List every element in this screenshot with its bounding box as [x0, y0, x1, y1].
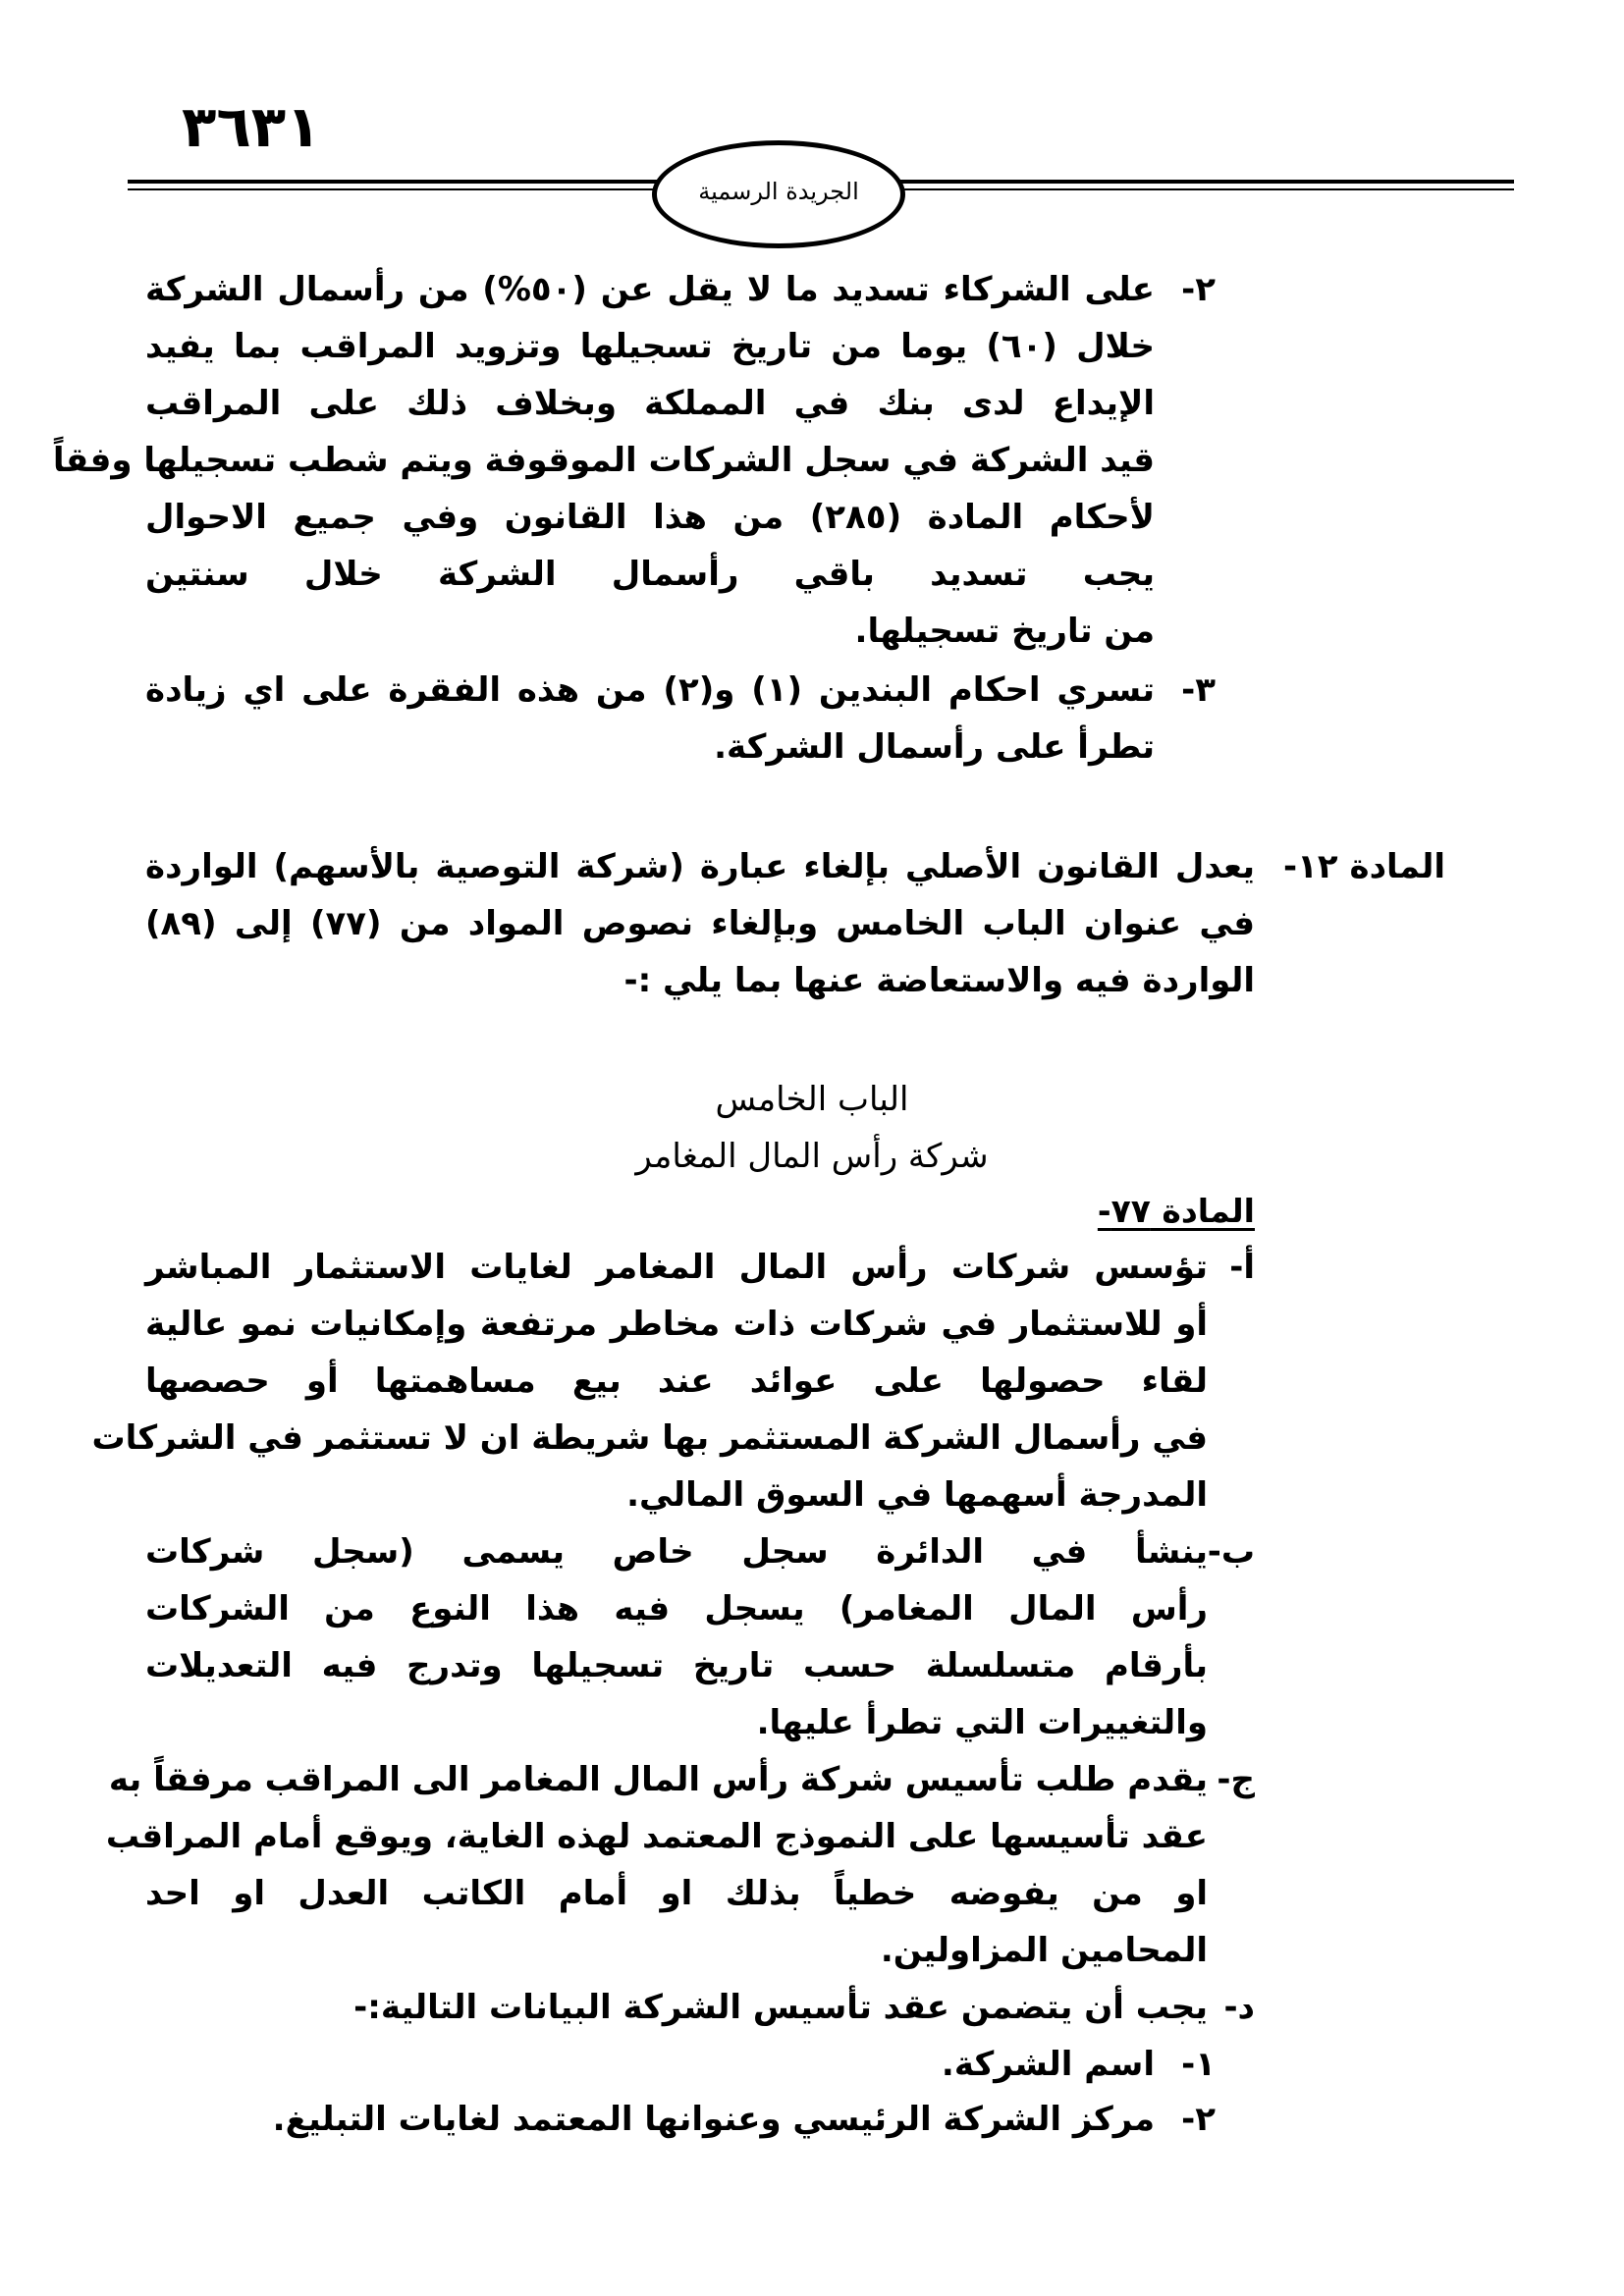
article-12-marker: المادة ١٢- — [1283, 847, 1445, 886]
clause-2-text — [52, 261, 1155, 660]
item-a-line: المدرجة أسهمها في السوق المالي. — [626, 1475, 1208, 1515]
item-b-line: رأس المال المغامر) يسجل فيه هذا النوع من الشركات — [145, 1589, 1208, 1629]
clause-2-marker: ٢- — [1181, 270, 1216, 309]
article-77-item-c-marker: ج- — [1217, 1760, 1255, 1799]
article-77-item-a-marker: أ- — [1229, 1248, 1255, 1287]
chapter-subtitle: شركة رأس المال المغامر — [635, 1137, 989, 1176]
item-d-subitem-2-marker: ٢- — [1181, 2100, 1216, 2139]
chapter-title: الباب الخامس — [715, 1080, 909, 1119]
item-b-line: بأرقام متسلسلة حسب تاريخ تسجيلها وتدرج فيه التعديلات — [145, 1646, 1208, 1685]
item-a-line: لقاء حصولها على عوائد عند بيع مساهمتها أو حصصها — [145, 1362, 1208, 1401]
clause-2-line: الإيداع لدى بنك في المملكة وبخلاف ذلك على المراقب — [145, 384, 1155, 423]
item-c-line: المحامين المزاولين. — [880, 1931, 1208, 1970]
article-77-label: المادة ٧٧- — [1097, 1192, 1255, 1230]
article-77-item-b-text — [145, 1523, 1208, 1751]
clause-2-line: خلال (٦٠) يوما من تاريخ تسجيلها وتزويد المراقب بما يفيد — [145, 327, 1155, 366]
clause-3-marker: ٣- — [1181, 670, 1216, 710]
item-a-line: في رأسمال الشركة المستثمر بها شريطة ان لا تستثمر في الشركات — [91, 1418, 1208, 1458]
article-12-line: في عنوان الباب الخامس وبإلغاء نصوص المواد من (٧٧) إلى (٨٩) — [145, 904, 1256, 943]
item-d-subitem-1-marker: ١- — [1181, 2045, 1216, 2084]
item-d-subitem-1-text: اسم الشركة. — [941, 2045, 1155, 2084]
item-a-line: تؤسس شركات رأس المال المغامر لغايات الاستثمار المباشر — [145, 1248, 1208, 1287]
gazette-title-ellipse — [652, 140, 905, 248]
clause-2-line: على الشركاء تسديد ما لا يقل عن (٥٠%) من رأسمال الشركة — [145, 270, 1155, 309]
article-12-text — [145, 838, 1255, 1009]
item-b-line: والتغييرات التي تطرأ عليها. — [756, 1703, 1208, 1742]
clause-2-line: قيد الشركة في سجل الشركات الموقوفة ويتم شطب تسجيلها وفقاً — [52, 441, 1155, 480]
clause-3-line: تطرأ على رأسمال الشركة. — [714, 727, 1155, 767]
item-d-subitem-2-text: مركز الشركة الرئيسي وعنوانها المعتمد لغايات التبليغ. — [272, 2100, 1155, 2139]
article-77-item-d-marker: د- — [1223, 1988, 1255, 2027]
clause-2-line: لأحكام المادة (٢٨٥) من هذا القانون وفي جميع الاحوال — [145, 498, 1155, 537]
gazette-title: الجريدة الرسمية — [698, 178, 859, 205]
clause-2-line: من تاريخ تسجيلها. — [854, 612, 1155, 651]
item-c-line: او من يفوضه خطياً بذلك او أمام الكاتب العدل او احد — [145, 1874, 1208, 1913]
article-12-line: يعدل القانون الأصلي بإلغاء عبارة (شركة التوصية بالأسهم) الواردة — [145, 847, 1255, 886]
item-a-line: أو للاستثمار في شركات ذات مخاطر مرتفعة وإمكانيات نمو عالية — [145, 1305, 1208, 1344]
article-77-item-c-text — [105, 1751, 1208, 1979]
article-77-item-a-text — [91, 1239, 1208, 1523]
clause-3-text — [145, 662, 1155, 775]
article-12-line: الواردة فيه والاستعاضة عنها بما يلي :- — [623, 961, 1255, 1000]
item-c-line: يقدم طلب تأسيس شركة رأس المال المغامر الى المراقب مرفقاً به — [108, 1760, 1208, 1799]
article-77-item-d-text: يجب أن يتضمن عقد تأسيس الشركة البيانات التالية:- — [353, 1988, 1208, 2027]
clause-2-line: يجب تسديد باقي رأسمال الشركة خلال سنتين — [145, 555, 1155, 594]
item-b-line: ينشأ في الدائرة سجل خاص يسمى (سجل شركات — [145, 1532, 1208, 1572]
page-number: ٣٦٣١ — [182, 93, 321, 160]
item-c-line: عقد تأسيسها على النموذج المعتمد لهذه الغاية، ويوقع أمام المراقب — [105, 1817, 1208, 1856]
article-77-item-b-marker: ب- — [1207, 1532, 1255, 1572]
clause-3-line: تسري احكام البندين (١) و(٢) من هذه الفقرة على اي زيادة — [145, 670, 1155, 710]
